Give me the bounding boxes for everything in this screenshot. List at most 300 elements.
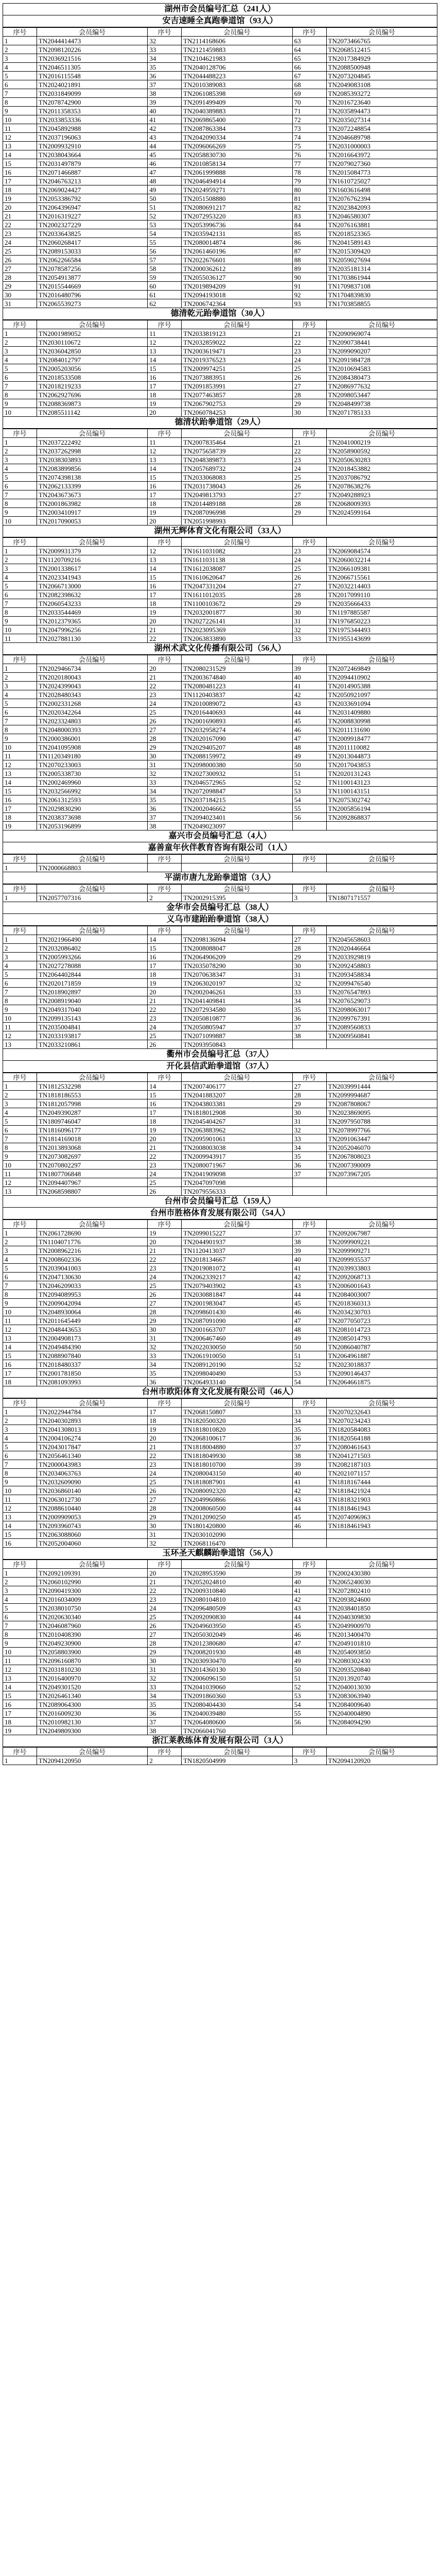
table-row: [3, 212, 437, 221]
member-id: TN2085014793: [326, 1334, 437, 1343]
row-index: 36: [148, 1709, 182, 1718]
row-index: 22: [148, 1451, 182, 1460]
row-index: 33: [148, 45, 182, 54]
member-id: TN2013044873: [326, 752, 437, 760]
member-id: TN2014360130: [182, 1665, 292, 1674]
section-heading: 玉环圣天麒麟跆拳道馆（56人）: [3, 1548, 437, 1560]
member-id: TN2054913877: [37, 273, 147, 282]
member-id: TN2040039480: [182, 1709, 292, 1718]
member-id: TN2010408390: [37, 1630, 147, 1639]
member-id: TN2038401850: [326, 1604, 437, 1613]
row-index: 25: [148, 1478, 182, 1486]
member-id: TN2043803381: [182, 1099, 292, 1108]
row-index: 5: [3, 1604, 37, 1613]
member-id: TN2090419300: [37, 1586, 147, 1595]
table-row: [3, 1648, 437, 1656]
member-id: TN2012380680: [182, 1639, 292, 1648]
member-id: TN2047130630: [37, 1273, 147, 1281]
row-index: 28: [148, 734, 182, 743]
member-id: TN2018523365: [326, 229, 437, 238]
member-id: TN2028480343: [37, 690, 147, 699]
member-id: TN2014905388: [326, 682, 437, 690]
member-id: [326, 863, 437, 872]
table-row: [3, 508, 437, 517]
member-id: TN2033819123: [182, 329, 292, 338]
row-index: 29: [292, 399, 326, 408]
row-index: 45: [292, 1621, 326, 1630]
member-id: TN2099994687: [326, 1091, 437, 1099]
row-index: 1: [3, 1408, 37, 1416]
member-id: TN2041909098: [182, 1170, 292, 1178]
member-id: TN2088369873: [37, 399, 147, 408]
row-index: 42: [292, 690, 326, 699]
member-id: TN2045404267: [182, 1117, 292, 1126]
member-id: TN2030930470: [182, 1656, 292, 1665]
member-id: TN2064661875: [326, 1378, 437, 1386]
member-id-column-header: 会员编号: [37, 655, 147, 664]
row-index: 80: [292, 185, 326, 194]
row-index: 55: [292, 804, 326, 813]
table-row: [3, 229, 437, 238]
member-id: TN2002046662: [182, 804, 292, 813]
row-index: 3: [3, 347, 37, 355]
row-index: 16: [148, 373, 182, 382]
index-column-header: 序号: [148, 926, 182, 935]
row-index: 12: [3, 133, 37, 142]
member-id: TN2091984728: [326, 355, 437, 364]
member-id-column-header: 会员编号: [326, 926, 437, 935]
member-id: TN2019376523: [182, 355, 292, 364]
member-id: TN2093950843: [182, 1040, 292, 1049]
member-id: TN2035942131: [182, 229, 292, 238]
row-index: 2: [148, 893, 182, 902]
member-id: TN2091063447: [326, 1134, 437, 1143]
row-index: 4: [3, 690, 37, 699]
row-index: 31: [3, 299, 37, 308]
row-index: 24: [148, 1170, 182, 1178]
table-row: [3, 473, 437, 482]
member-id: TN2049960866: [182, 1495, 292, 1504]
member-id: TN2000386001: [37, 734, 147, 743]
row-index: 22: [148, 634, 182, 643]
member-id: TN1820500320: [182, 1416, 292, 1425]
row-index: 17: [3, 1369, 37, 1378]
member-id: TN1818087901: [182, 1478, 292, 1486]
member-id: TN2061728690: [37, 1229, 147, 1238]
row-index: 31: [292, 617, 326, 625]
table-row: [3, 329, 437, 338]
row-index: 11: [3, 752, 37, 760]
table-row: [3, 256, 437, 264]
row-index: 14: [3, 778, 37, 787]
member-id-column-header: 会员编号: [37, 1399, 147, 1408]
member-id: TN2080071967: [182, 1161, 292, 1170]
row-index: 28: [292, 590, 326, 599]
row-index: 50: [148, 194, 182, 203]
member-id: TN2048499738: [326, 399, 437, 408]
member-id: TN2090738441: [326, 338, 437, 347]
row-index: 30: [292, 961, 326, 970]
member-id: TN2035004841: [37, 1023, 147, 1031]
row-index: 20: [148, 1134, 182, 1143]
row-index: 17: [3, 804, 37, 813]
table-header-row: [3, 655, 437, 664]
row-index: 53: [292, 1691, 326, 1700]
member-id: TN2094120920: [326, 1756, 437, 1765]
table-row: [3, 608, 437, 617]
member-id: TN2010089072: [182, 699, 292, 708]
member-id: TN2009918477: [326, 734, 437, 743]
member-id: TN2031738043: [182, 482, 292, 490]
table-row: [3, 1586, 437, 1595]
member-id: TN2035027314: [326, 115, 437, 124]
table-row: [3, 547, 437, 555]
member-id: TN2008088047: [182, 944, 292, 953]
member-id: TN2029830290: [37, 804, 147, 813]
row-index: 93: [292, 299, 326, 308]
member-id: TN2006096150: [182, 1674, 292, 1683]
table-row: [3, 1134, 437, 1143]
table-header-row: [3, 320, 437, 329]
row-index: 13: [3, 142, 37, 150]
member-id: TN2064906209: [182, 953, 292, 961]
member-id: TN2072953220: [182, 212, 292, 221]
row-index: 10: [3, 517, 37, 526]
member-id: TN1818186553: [37, 1091, 147, 1099]
member-id: TN2084012797: [37, 355, 147, 364]
member-id: TN2031849099: [37, 89, 147, 98]
member-id: TN2058830730: [182, 150, 292, 159]
member-id: TN2046087960: [37, 1621, 147, 1630]
table-row: [3, 1443, 437, 1451]
table-row: [3, 1246, 437, 1255]
member-id-column-header: 会员编号: [182, 655, 292, 664]
row-index: 36: [292, 1014, 326, 1023]
row-index: 12: [3, 760, 37, 769]
member-id: TN2009560841: [326, 1031, 437, 1040]
row-index: 14: [148, 1082, 182, 1091]
row-index: 7: [3, 490, 37, 499]
table-row: [3, 1143, 437, 1152]
member-id: TN2009943917: [182, 1152, 292, 1161]
table-row: [3, 1040, 437, 1049]
table-row: [3, 80, 437, 89]
row-index: 2: [3, 1238, 37, 1246]
row-index: 43: [292, 1604, 326, 1613]
member-id: TN2041000219: [326, 438, 437, 447]
member-id: TN2090146437: [326, 1369, 437, 1378]
row-index: 70: [292, 98, 326, 107]
table-row: [3, 752, 437, 760]
row-index: 56: [292, 1718, 326, 1726]
section-heading: 平湖市唐九龙跆拳道馆（3人）: [3, 872, 437, 884]
row-index: 37: [148, 1718, 182, 1726]
row-index: 5: [3, 1117, 37, 1126]
row-index: 16: [3, 795, 37, 804]
member-id: TN2050921097: [326, 690, 437, 699]
member-table: [3, 537, 437, 643]
row-index: 25: [292, 364, 326, 373]
member-id: TN2036860140: [37, 1486, 147, 1495]
row-index: 33: [292, 1134, 326, 1143]
row-index: 24: [292, 464, 326, 473]
member-id: TN2000668803: [37, 863, 147, 872]
row-index: 1: [3, 1756, 37, 1765]
row-index: 3: [3, 1586, 37, 1595]
row-index: 7: [3, 988, 37, 996]
table-row: [3, 1691, 437, 1700]
row-index: 29: [292, 508, 326, 517]
row-index: 5: [3, 699, 37, 708]
row-index: 30: [292, 408, 326, 417]
member-id: TN2040128706: [182, 63, 292, 72]
member-id-column-header: 会员编号: [182, 1560, 292, 1569]
table-header-row: [3, 1560, 437, 1569]
row-index: 20: [3, 203, 37, 212]
member-table: [3, 27, 437, 308]
member-id: TN2057707316: [37, 893, 147, 902]
row-index: 2: [3, 944, 37, 953]
row-index: 2: [3, 447, 37, 455]
row-index: 26: [148, 1621, 182, 1630]
member-id: TN2035666433: [326, 599, 437, 608]
index-column-header: 序号: [148, 1073, 182, 1082]
member-id: TN2006467460: [182, 1334, 292, 1343]
member-id: TN2114168606: [182, 37, 292, 45]
table-row: [3, 355, 437, 364]
table-row: [3, 482, 437, 490]
row-index: 37: [292, 1023, 326, 1031]
row-index: 4: [3, 63, 37, 72]
member-id: TN2033068083: [182, 473, 292, 482]
table-row: [3, 185, 437, 194]
section-heading: 德清状跆拳道馆（29人）: [3, 417, 437, 429]
row-index: 16: [3, 1539, 37, 1548]
table-row: [3, 625, 437, 634]
row-index: [292, 1040, 326, 1049]
row-index: 13: [3, 769, 37, 778]
row-index: 22: [148, 682, 182, 690]
table-row: [3, 1451, 437, 1460]
member-id: TN2096066269: [182, 142, 292, 150]
table-row: [3, 787, 437, 795]
row-index: 4: [3, 961, 37, 970]
member-id-column-header: 会员编号: [182, 538, 292, 547]
row-index: 1: [3, 37, 37, 45]
member-id: TN2020446664: [326, 944, 437, 953]
member-id: TN1814169018: [37, 1134, 147, 1143]
row-index: 25: [292, 564, 326, 573]
member-id: TN2011131690: [326, 725, 437, 734]
member-id: TN2053386792: [37, 194, 147, 203]
table-row: [3, 1325, 437, 1334]
member-id: TN2018902897: [37, 988, 147, 996]
table-row: [3, 863, 437, 872]
member-id: TN2049900970: [326, 1621, 437, 1630]
member-id: TN2018533508: [37, 373, 147, 382]
row-index: 5: [3, 1443, 37, 1451]
index-column-header: 序号: [148, 1399, 182, 1408]
member-id: TN2005338730: [37, 769, 147, 778]
member-id: TN2032566992: [37, 787, 147, 795]
member-id: TN1818012908: [182, 1108, 292, 1117]
row-index: 44: [292, 1504, 326, 1513]
member-id: TN2082398632: [37, 590, 147, 599]
row-index: 46: [292, 1308, 326, 1316]
row-index: 18: [3, 185, 37, 194]
member-id: TN2032958274: [182, 725, 292, 734]
table-row: [3, 124, 437, 133]
member-id: TN2007835464: [182, 438, 292, 447]
index-column-header: 序号: [3, 1560, 37, 1569]
table-row: [3, 1178, 437, 1187]
row-index: 6: [3, 708, 37, 717]
table-row: [3, 1117, 437, 1126]
row-index: 35: [148, 1700, 182, 1709]
row-index: 2: [3, 338, 37, 347]
row-index: 13: [3, 1040, 37, 1049]
member-id: TN2033544469: [37, 608, 147, 617]
table-row: [3, 1360, 437, 1369]
row-index: 16: [148, 953, 182, 961]
table-row: [3, 813, 437, 822]
row-index: 17: [148, 961, 182, 970]
table-header-row: [3, 1220, 437, 1229]
table-row: [3, 1316, 437, 1325]
member-id: TN2049484390: [37, 1343, 147, 1351]
row-index: 4: [3, 573, 37, 582]
member-id: TN2037262998: [37, 447, 147, 455]
row-index: 32: [148, 1343, 182, 1351]
member-id: TN2095901061: [182, 1134, 292, 1143]
member-id: TN2049301520: [37, 1683, 147, 1691]
row-index: 28: [292, 391, 326, 399]
section-heading: 湖州市会员编号汇总（241人）: [3, 3, 437, 15]
row-index: 14: [148, 355, 182, 364]
row-index: 19: [148, 608, 182, 617]
table-row: [3, 63, 437, 72]
member-id: TN2016723640: [326, 98, 437, 107]
table-row: [3, 573, 437, 582]
table-row: [3, 517, 437, 526]
row-index: 2: [3, 673, 37, 682]
member-id: TN2018219233: [37, 382, 147, 391]
member-id: TN2099935537: [326, 1255, 437, 1264]
member-id: TN2074096963: [326, 1513, 437, 1521]
table-row: [3, 1091, 437, 1099]
section-heading: 安吉速睡全真跑拳道馆（93人）: [3, 15, 437, 27]
row-index: 38: [292, 1031, 326, 1040]
row-index: 29: [292, 599, 326, 608]
member-id: TN1812057998: [37, 1099, 147, 1108]
row-index: 5: [3, 473, 37, 482]
member-table: [3, 854, 437, 872]
member-id: TN2094023401: [182, 813, 292, 822]
row-index: 26: [148, 1290, 182, 1299]
table-row: [3, 1408, 437, 1416]
member-id: TN2043673673: [37, 490, 147, 499]
member-id: TN2093458834: [326, 970, 437, 979]
table-row: [3, 1334, 437, 1343]
member-id: TN2021966490: [37, 935, 147, 944]
row-index: 23: [148, 1161, 182, 1170]
row-index: 38: [148, 89, 182, 98]
member-id: TN2049390287: [37, 1108, 147, 1117]
member-id: TN2031000003: [326, 142, 437, 150]
table-row: [3, 690, 437, 699]
member-id: TN2016400970: [37, 1674, 147, 1683]
member-id: TN1818461943: [326, 1521, 437, 1530]
row-index: 37: [292, 1229, 326, 1238]
row-index: 47: [292, 734, 326, 743]
index-column-header: 序号: [292, 855, 326, 863]
member-id-column-header: 会员编号: [37, 855, 147, 863]
index-column-header: 序号: [3, 855, 37, 863]
member-id: TN2065240030: [326, 1578, 437, 1586]
member-id: TN2060032214: [326, 555, 437, 564]
row-index: 20: [148, 1569, 182, 1578]
member-id: TN2017384929: [326, 54, 437, 63]
row-index: 39: [292, 1460, 326, 1469]
row-index: 11: [148, 329, 182, 338]
member-id: TN2068150807: [182, 1408, 292, 1416]
table-header-row: [3, 926, 437, 935]
row-index: 39: [292, 664, 326, 673]
row-index: 9: [3, 1299, 37, 1308]
row-index: 15: [3, 1691, 37, 1700]
index-column-header: 序号: [292, 1073, 326, 1082]
member-id: TN2099476540: [326, 979, 437, 988]
row-index: 21: [148, 673, 182, 682]
member-id: TN2071099887: [182, 1031, 292, 1040]
row-index: 26: [148, 717, 182, 725]
member-id-column-header: 会员编号: [37, 1073, 147, 1082]
member-id: TN2027881130: [37, 634, 147, 643]
member-table: [3, 1747, 437, 1765]
row-index: 20: [148, 517, 182, 526]
row-index: [292, 1187, 326, 1196]
member-id: TN2059027694: [326, 256, 437, 264]
row-index: 3: [3, 54, 37, 63]
member-id: TN2067808023: [326, 1152, 437, 1161]
row-index: 6: [3, 1451, 37, 1460]
member-id: TN2104621983: [182, 54, 292, 63]
row-index: 42: [292, 1595, 326, 1604]
row-index: 2: [3, 1416, 37, 1425]
table-row: [3, 634, 437, 643]
row-index: 1: [3, 863, 37, 872]
member-id: TN2005203056: [37, 364, 147, 373]
member-id-column-header: 会员编号: [326, 538, 437, 547]
member-id: TN2078742900: [37, 98, 147, 107]
member-id: TN2045658603: [326, 935, 437, 944]
member-id: TN2061085398: [182, 89, 292, 98]
member-id: TN2064396947: [37, 203, 147, 212]
table-row: [3, 822, 437, 831]
member-id: TN2001663707: [182, 1325, 292, 1334]
member-id: TN2092067987: [326, 1229, 437, 1238]
member-id: TN2078587256: [37, 264, 147, 273]
member-id: TN2088159972: [182, 752, 292, 760]
member-id: TN2009931379: [37, 547, 147, 555]
member-id: TN2079027360: [326, 159, 437, 168]
table-row: [3, 45, 437, 54]
member-id: TN2012379365: [37, 617, 147, 625]
row-index: 52: [292, 778, 326, 787]
row-index: 58: [148, 264, 182, 273]
member-id: TN2086977632: [326, 382, 437, 391]
row-index: 29: [292, 1099, 326, 1108]
